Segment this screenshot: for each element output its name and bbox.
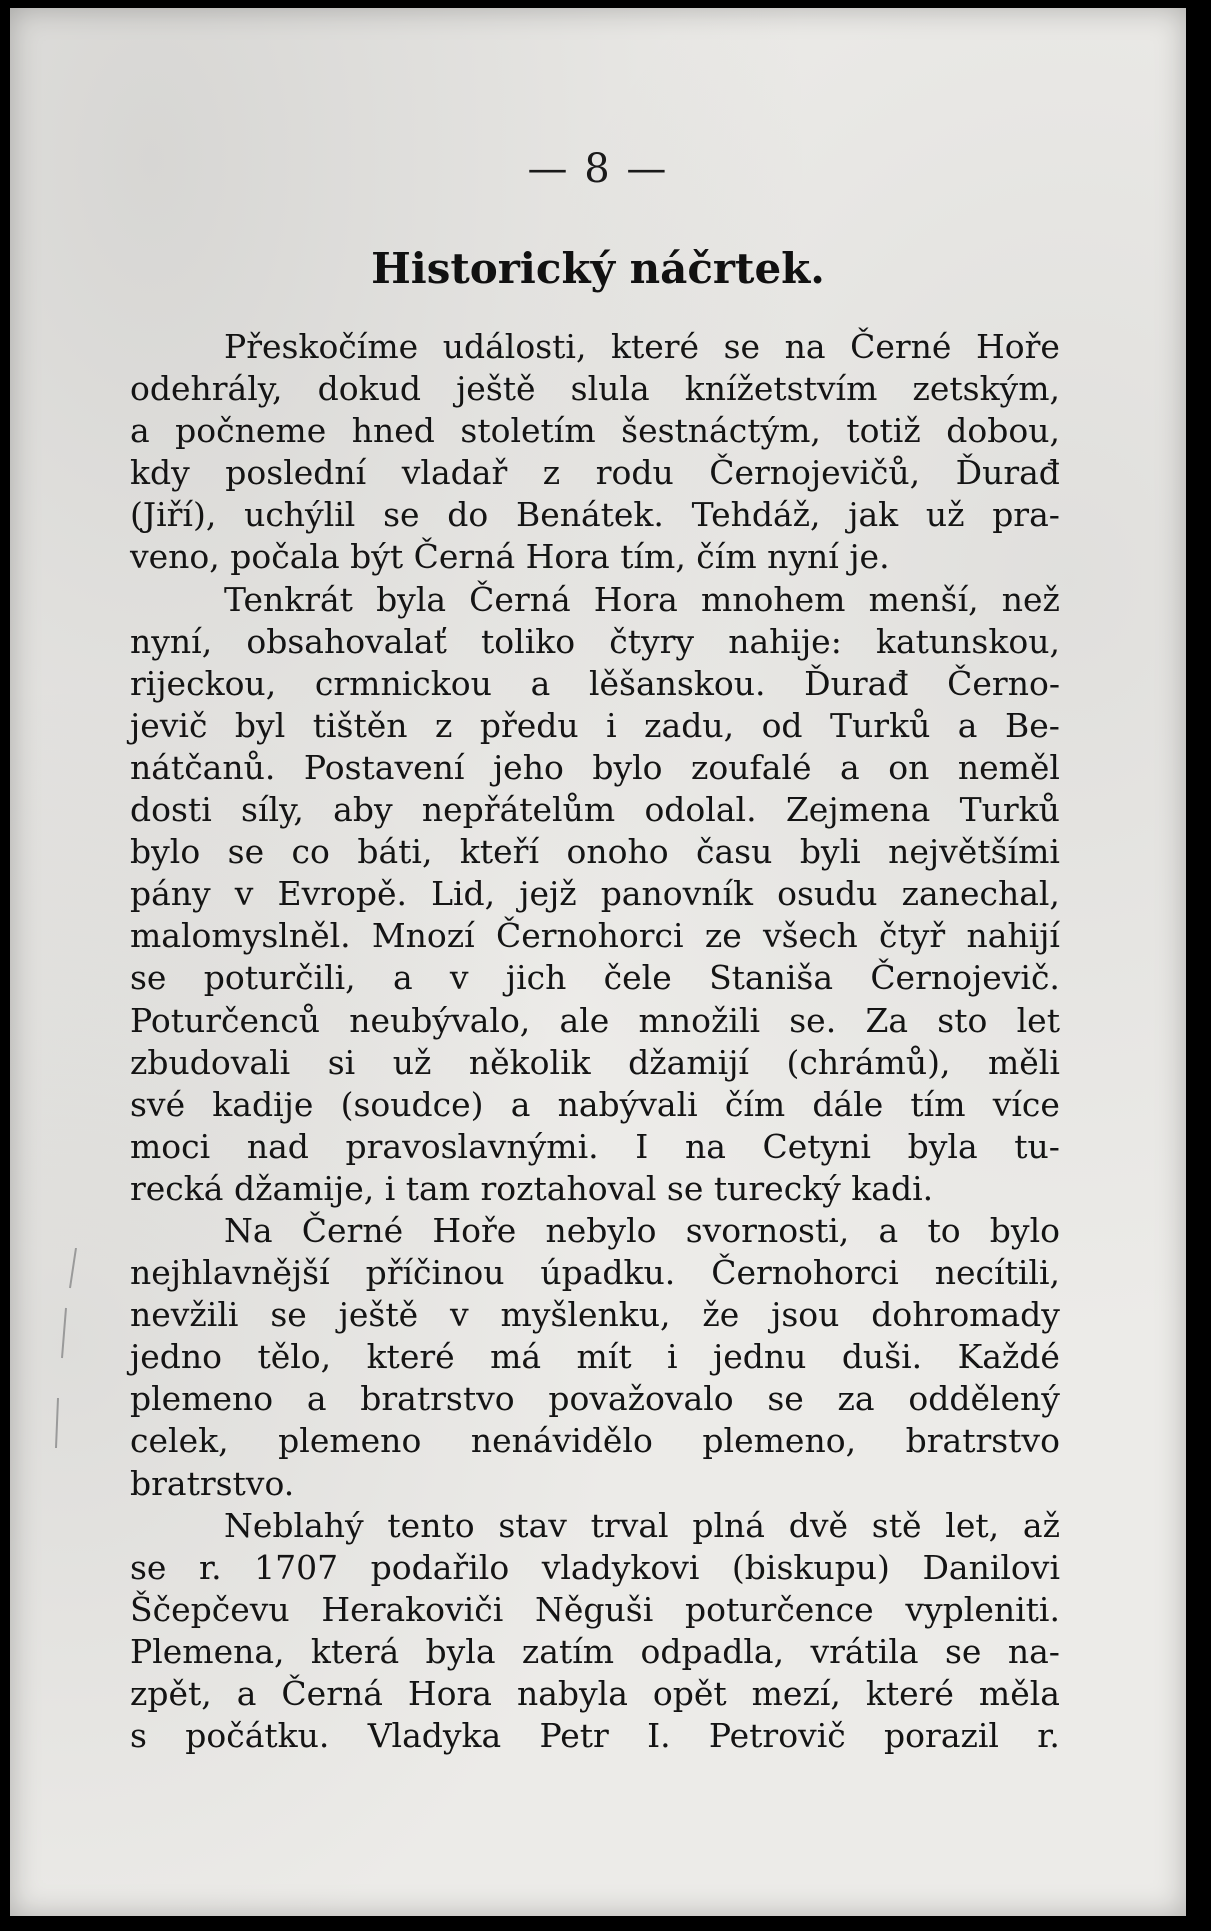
word: vladař [401,453,508,493]
word: více [992,1084,1060,1124]
word: čtyř [879,916,946,956]
word: tím [910,1084,966,1124]
word: všech [762,916,858,956]
word: Hora [407,1674,492,1713]
text-line [130,705,1060,747]
word: jeho [492,747,564,787]
word: čtyry [609,621,695,661]
word: aby [333,790,393,830]
word: lěšanskou. [588,663,766,703]
word: plemeno, [702,1421,857,1461]
word: (chrámů), [786,1042,951,1082]
word: své [130,1084,186,1124]
word: Be- [1004,705,1060,745]
word: a [957,705,978,745]
word: stoletím [460,411,596,451]
text-line [130,789,1060,831]
word: považovalo [548,1379,734,1419]
word: to [927,1210,961,1250]
word: šestnáctým, [621,411,821,451]
text-line [130,1547,1060,1589]
word: Turků [959,790,1060,830]
text-line [130,368,1060,410]
word: předu [479,705,579,745]
word: tento [387,1505,475,1545]
text-line [130,873,1060,915]
word: Poturčenců [130,1000,321,1040]
word: porazil [884,1716,999,1756]
word: zetským, [912,369,1060,409]
text-line [130,1673,1060,1715]
text-line [130,1420,1060,1462]
word: na [784,327,826,366]
word: nad [246,1126,309,1166]
word: Plemena, [130,1631,285,1671]
word: zpět, [130,1674,212,1713]
word: uchýlil [244,495,356,535]
word: byl [234,705,286,745]
word: největšími [888,832,1060,872]
word: síly, [241,790,304,830]
text-line [130,1589,1060,1631]
text-line [130,1000,1060,1042]
word: let, [945,1505,1000,1545]
word: byla [376,579,447,619]
word: kadije [212,1084,314,1124]
word: a [392,958,413,998]
word: Černohorci [711,1253,899,1293]
text-line [130,1715,1060,1757]
word: Ďurađ [804,663,909,703]
word: Hoře [432,1210,517,1250]
word: sto [937,1000,988,1040]
text-line [130,536,1060,578]
word: crmnickou [314,663,492,703]
word: odolal. [644,790,757,830]
word: báti, [357,832,433,872]
word: Hora [593,579,678,619]
word: Černé [850,327,952,366]
word: se [767,1379,804,1419]
word: i [667,1337,678,1377]
word: r. [198,1547,222,1587]
word: které [865,1674,954,1713]
word: moci [130,1126,211,1166]
word: se. [789,1000,837,1040]
word: i [606,705,617,745]
word: Černojevičů, [709,453,921,493]
word: počneme [175,411,327,451]
word: se [944,1631,982,1671]
word: let [1016,1000,1060,1040]
word: odpadla, [640,1631,785,1671]
word: a [130,411,150,451]
word: dvě [788,1505,849,1545]
word: pra- [992,495,1060,535]
word: dobou, [946,411,1060,451]
word: zatím [521,1631,615,1671]
word: nevžili [130,1295,239,1335]
text-line [130,915,1060,957]
word: Staniša [709,958,834,998]
word: bylo [592,747,663,787]
text-line [130,831,1060,873]
word: mezí, [751,1674,841,1713]
text-line [130,494,1060,536]
word: které [366,1337,455,1377]
word: v [450,1295,469,1335]
word: onoho [566,832,669,872]
text-line [130,579,1060,621]
line-text: veno, počala být Černá Hora tím, čím nyní je. [130,537,890,577]
text-line [130,410,1060,452]
word: než [1001,579,1060,619]
line-text: bratrstvo. [130,1463,295,1503]
word: rijeckou, [130,663,277,703]
word: Postavení [303,747,465,787]
word: toliko [481,621,576,661]
word: ale [559,1000,610,1040]
text-line [130,1126,1060,1168]
word: Neblahý [224,1505,364,1545]
word: zoufalé [691,747,812,787]
word: neměl [957,747,1060,787]
word: a [840,747,860,787]
word: a [236,1674,257,1713]
word: (biskupu) [731,1547,890,1587]
text-line [130,1463,1060,1505]
word: které [610,327,700,366]
word: a [530,663,551,703]
text-line [130,1294,1060,1336]
word: na [684,1126,726,1166]
text-line [130,1631,1060,1673]
word: hned [351,411,435,451]
word: stě [871,1505,922,1545]
margin-pencil-marks [48,1248,88,1488]
word: myšlenku, [500,1295,671,1335]
word: (Jiří), [130,495,217,535]
word: Petr [539,1716,609,1756]
word: se [130,1547,167,1587]
word: od [761,705,803,745]
word: v [449,958,469,998]
word: nepřátelům [421,790,616,830]
word: tu- [1014,1126,1060,1166]
word: Za [865,1000,909,1040]
word: podařilo [370,1547,510,1587]
word: Mnozí [371,916,475,956]
word: nabyla [516,1674,628,1713]
word: I. [647,1716,671,1756]
word: jsou [771,1295,840,1335]
word: která [310,1631,400,1671]
word: a [878,1210,899,1250]
word: celek, [130,1421,229,1461]
word: pány [130,874,211,914]
word: nebylo [545,1210,657,1250]
word: bylo [989,1210,1060,1250]
word: poslední [225,453,367,493]
text-line [130,1210,1060,1252]
word: jich [505,958,567,998]
word: vypleniti. [905,1589,1060,1629]
word: menší, [868,579,979,619]
word: rodu [595,453,674,493]
word: a [510,1084,531,1124]
word: kteří [459,832,540,872]
text-line [130,1336,1060,1378]
word: zadu, [644,705,735,745]
word: malomyslněl. [130,916,351,956]
word: ze [704,916,742,956]
word: jak [848,495,899,535]
text-line [130,1252,1060,1294]
word: plná [692,1505,765,1545]
word: nenávidělo [470,1421,653,1461]
word: plemeno [278,1421,422,1461]
word: Černá [281,1674,383,1713]
word: stav [498,1505,567,1545]
word: z [542,453,561,493]
word: Přeskočíme [224,327,419,366]
word: odehrály, [130,369,283,409]
word: Ďurađ [955,453,1060,493]
word: Lid, [431,874,496,914]
word: byla [425,1631,496,1671]
word: Danilovi [922,1547,1060,1587]
word: počátku. [185,1716,330,1756]
word: obsahovalať [246,621,447,661]
text-line [130,621,1060,663]
word: osudu [777,874,878,914]
word: dosti [130,790,212,830]
word: úpadku. [540,1253,676,1293]
word: Černo- [947,663,1060,703]
word: Petrovič [708,1716,846,1756]
word: Tenkrát [224,579,353,619]
text-line [130,663,1060,705]
word: oddělený [908,1379,1060,1419]
word: vrátila [810,1631,919,1671]
word: Vladyka [367,1716,502,1756]
word: nabývali [557,1084,698,1124]
word: Černohorci [495,916,684,956]
word: z [434,705,453,745]
text-line [130,747,1060,789]
text-line [130,1505,1060,1547]
word: za [837,1379,875,1419]
word: dohromady [871,1295,1060,1335]
word: nahijí [966,916,1060,956]
word: Na [224,1210,273,1250]
word: se [227,832,265,872]
book-page [10,8,1186,1916]
word: Něguši [535,1589,654,1629]
word: kdy [130,453,190,493]
word: Turků [830,705,931,745]
word: a [306,1379,327,1419]
word: neubývalo, [349,1000,531,1040]
text-line [130,1168,1060,1210]
word: zbudovali [130,1042,291,1082]
word: Každé [957,1337,1060,1377]
text-line [130,326,1060,368]
word: Černá [469,579,571,619]
word: on [888,747,930,787]
word: na- [1007,1631,1060,1671]
word: nyní, [130,621,213,661]
line-text: recká džamije, i tam roztahoval se turecký kadi. [130,1168,934,1208]
word: Benátek. [515,495,664,535]
body-text [130,326,1060,1757]
word: opět [652,1674,727,1713]
word: dále [812,1084,884,1124]
word: byli [799,832,861,872]
word: ještě [338,1295,419,1335]
word: co [291,832,330,872]
word: necítili, [934,1253,1060,1293]
word: čele [603,958,672,998]
word: bylo [130,832,201,872]
word: mít [576,1337,632,1377]
word: času [696,832,773,872]
word: až [1022,1505,1060,1545]
word: knížetstvím [684,369,878,409]
word: Černojevič. [870,958,1060,998]
word: v [234,874,254,914]
word: se [383,495,420,535]
section-heading: Historický náčrtek. [371,244,825,293]
word: množili [638,1000,761,1040]
word: čím [724,1084,786,1124]
word: několik [468,1042,591,1082]
word: má [490,1337,542,1377]
word: byla [907,1126,978,1166]
word: tištěn [312,705,408,745]
word: dokud [317,369,421,409]
word: si [327,1042,356,1082]
word: nahije: [728,621,842,661]
word: pravoslavnými. [345,1126,599,1166]
word: do [447,495,489,535]
word: Evropě. [277,874,408,914]
word: události, [442,327,587,366]
text-line [130,957,1060,999]
word: jejž [519,874,577,914]
word: Ščepčevu [130,1589,290,1629]
word: už [392,1042,432,1082]
word: mnohem [700,579,846,619]
word: se [270,1295,307,1335]
word: bratrstvo [360,1379,515,1419]
word: svornosti, [685,1210,850,1250]
word: I [635,1126,649,1166]
word: (soudce) [340,1084,484,1124]
word: Tehdáž, [691,495,821,535]
word: jevič [130,705,208,745]
word: nejhlavnější [130,1253,330,1293]
word: příčinou [365,1253,505,1293]
word: r. [1037,1716,1060,1756]
word: jedno [130,1337,223,1377]
word: slula [570,369,650,409]
word: plemeno [130,1379,274,1419]
text-line [130,1378,1060,1420]
word: že [702,1295,740,1335]
word: Herakoviči [321,1589,504,1629]
word: se [130,958,167,998]
word: panovník [600,874,754,914]
word: ještě [456,369,536,409]
word: katunskou, [875,621,1060,661]
word: se [723,327,761,366]
word: jednu [712,1337,807,1377]
word: nátčanů. [130,747,276,787]
word: s [130,1716,147,1756]
word: Černé [301,1210,404,1250]
word: poturčence [685,1589,874,1629]
word: Cetyni [762,1126,871,1166]
word: měli [987,1042,1060,1082]
word: 1707 [254,1547,339,1587]
word: trval [590,1505,669,1545]
word: bratrstvo [905,1421,1060,1461]
word: měla [978,1674,1060,1713]
text-line [130,1042,1060,1084]
word: Hoře [976,327,1060,366]
word: zanechal, [901,874,1060,914]
word: poturčili, [203,958,356,998]
word: totiž [846,411,921,451]
word: džamijí [628,1042,749,1082]
page-number: — 8 — [527,146,669,192]
word: už [925,495,965,535]
word: tělo, [257,1337,332,1377]
word: duši. [841,1337,923,1377]
text-line [130,452,1060,494]
text-line [130,1084,1060,1126]
word: Zejmena [785,790,931,830]
word: vladykovi [541,1547,700,1587]
